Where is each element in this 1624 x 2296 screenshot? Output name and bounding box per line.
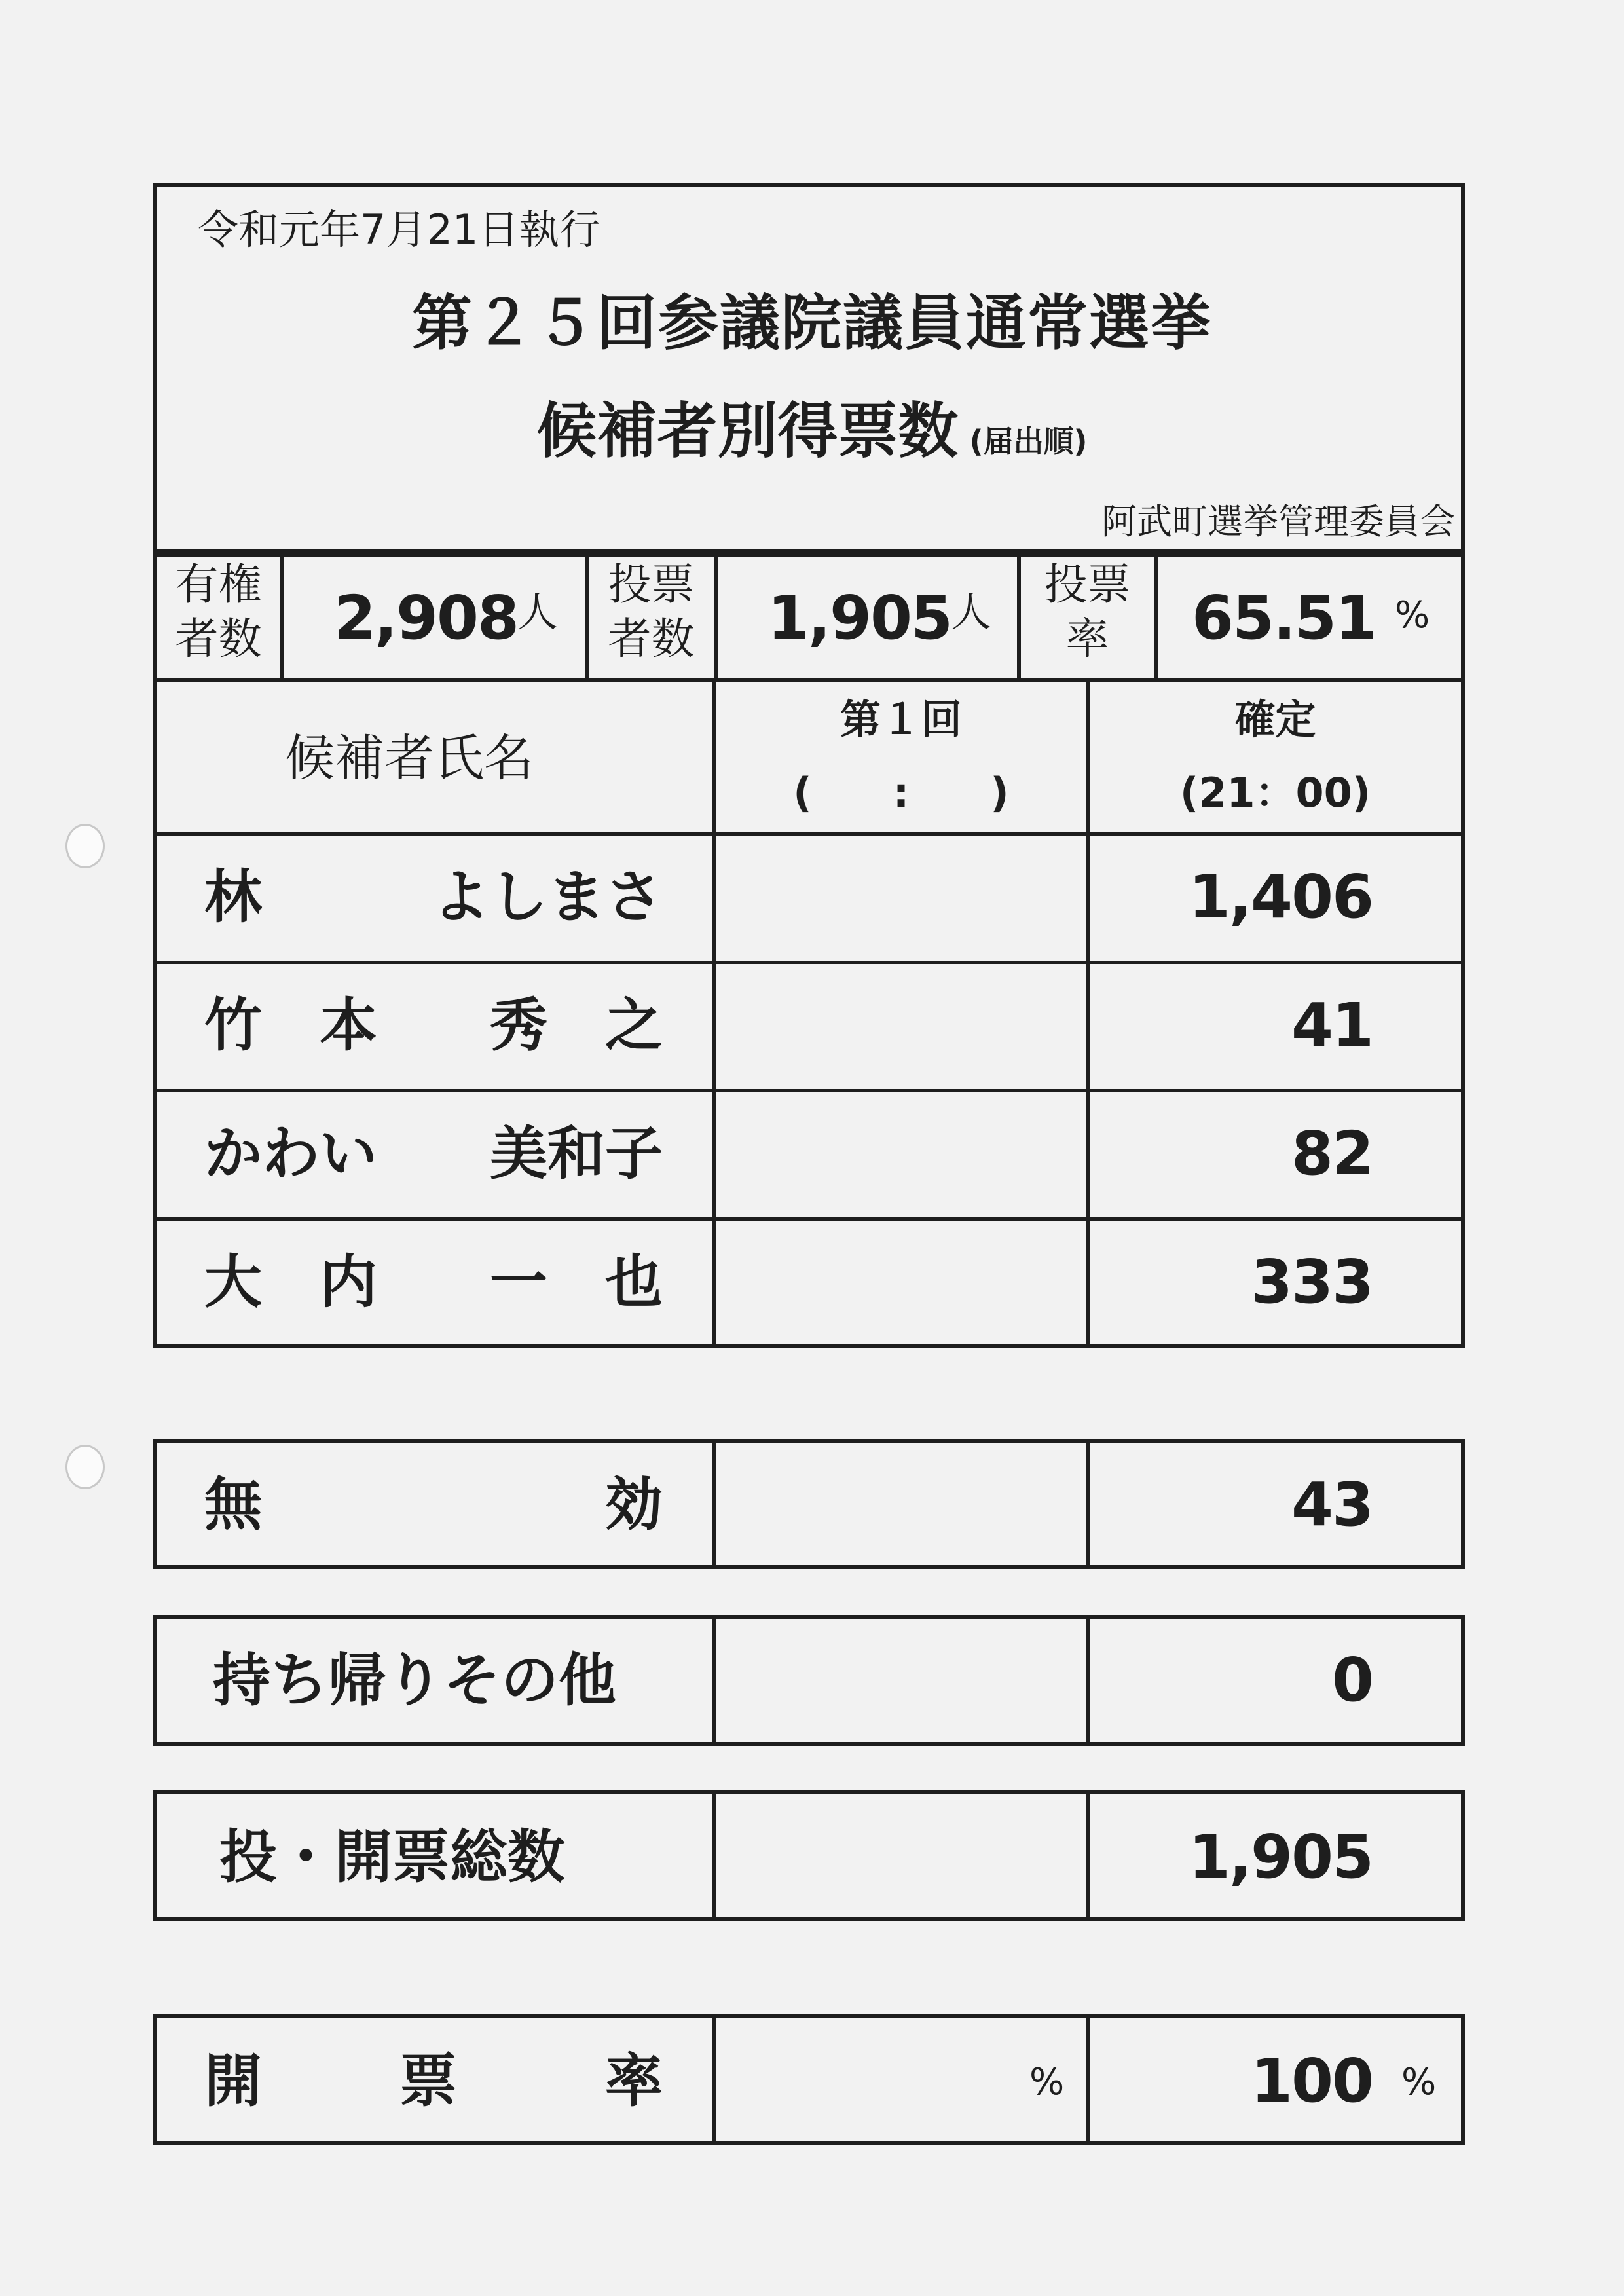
count-rate-label-a: 開	[204, 2047, 263, 2115]
voters-label: 投票 者数	[608, 559, 695, 664]
divider	[714, 549, 718, 682]
voters-unit: 人	[951, 588, 992, 636]
count-rate-final: 100	[1250, 2046, 1373, 2116]
candidate-name-1b: よしまさ	[432, 863, 663, 931]
candidate-name-2a: 竹 本	[204, 991, 378, 1059]
candidate-final-1: 1,406	[1188, 862, 1373, 932]
candidate-name-3a: かわい	[204, 1120, 378, 1187]
divider	[280, 549, 284, 682]
candidate-final-2: 41	[1291, 990, 1373, 1060]
row-divider	[153, 1217, 1465, 1221]
round1-header: 第１回	[840, 695, 962, 743]
date-line: 令和元年7月21日執行	[198, 206, 600, 253]
turnout-unit: %	[1395, 594, 1430, 637]
total-label: 投・開票総数	[219, 1823, 566, 1891]
row-divider	[153, 832, 1465, 836]
column-divider	[1086, 1439, 1090, 1569]
column-divider	[1086, 1615, 1090, 1746]
name-column-header: 候補者氏名	[285, 729, 534, 787]
row-divider	[153, 961, 1465, 964]
count-rate-label-b: 票	[399, 2047, 458, 2115]
invalid-row	[153, 1439, 1465, 1569]
count-rate-final-unit: %	[1401, 2061, 1437, 2103]
count-rate-round1-unit: %	[1029, 2061, 1065, 2103]
candidate-name-3b: 美和子	[489, 1120, 663, 1187]
round1-time: ( : )	[793, 769, 1009, 817]
column-divider	[712, 2014, 716, 2145]
subtitle: 候補者別得票数	[536, 396, 959, 466]
divider	[1154, 549, 1158, 682]
candidate-final-3: 82	[1291, 1119, 1373, 1189]
election-title: 第２５回参議院議員通常選挙	[411, 288, 1212, 358]
column-divider	[712, 1439, 716, 1569]
taken-home-final: 0	[1331, 1645, 1373, 1715]
invalid-label-b: 効	[604, 1471, 663, 1538]
eligible-label: 有権 者数	[175, 559, 262, 664]
candidate-name-4a: 大 内	[204, 1248, 378, 1316]
voters-value: 1,905	[767, 583, 952, 653]
candidate-final-4: 333	[1250, 1247, 1373, 1317]
subtitle-line	[0, 383, 1624, 470]
candidate-name-2b: 秀 之	[489, 991, 663, 1059]
eligible-unit: 人	[517, 588, 559, 636]
turnout-label: 投票 率	[1044, 559, 1131, 664]
taken-home-label: 持ち帰りその他	[213, 1646, 617, 1714]
issuer: 阿武町選挙管理委員会	[1101, 501, 1455, 542]
column-divider	[712, 1615, 716, 1746]
invalid-final: 43	[1291, 1470, 1373, 1540]
final-time: (21：00)	[1179, 769, 1371, 817]
column-divider	[712, 1790, 716, 1921]
punch-hole-top	[65, 824, 105, 868]
punch-hole-bottom	[65, 1445, 105, 1489]
row-divider	[153, 1089, 1465, 1092]
candidate-name-4b: 一 也	[489, 1248, 663, 1316]
subtitle-note: (届出順)	[969, 424, 1088, 459]
candidate-name-1a: 林	[204, 863, 263, 931]
eligible-value: 2,908	[334, 583, 519, 653]
column-divider	[1086, 2014, 1090, 2145]
invalid-label-a: 無	[204, 1471, 263, 1538]
column-divider	[1086, 1790, 1090, 1921]
count-rate-label-c: 率	[604, 2047, 663, 2115]
final-header: 確定	[1234, 695, 1316, 743]
turnout-value: 65.51	[1192, 583, 1376, 653]
total-final: 1,905	[1188, 1822, 1373, 1892]
